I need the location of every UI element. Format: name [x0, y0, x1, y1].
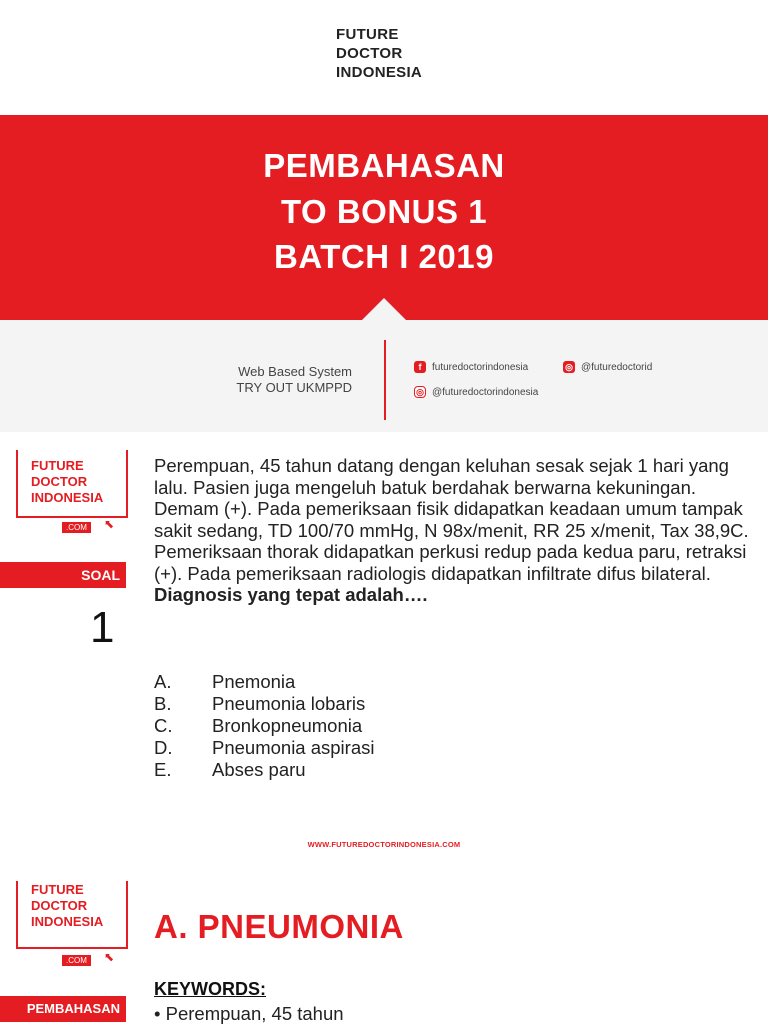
keywords-label: KEYWORDS: — [154, 979, 266, 999]
pembahasan-label: PEMBAHASAN — [26, 1001, 120, 1016]
brand-name: FUTURE DOCTOR INDONESIA — [336, 26, 423, 81]
option-c: C. Bronkopneumonia — [154, 715, 363, 736]
logo-com-badge: .COM — [62, 522, 91, 533]
title-line-1: PEMBAHASAN — [263, 147, 505, 184]
option-d: D. Pneumonia aspirasi — [154, 737, 375, 758]
question-number: 1 — [90, 603, 115, 652]
instagram-link-1[interactable]: ◎ @futuredoctorid — [563, 361, 652, 373]
keyword-item: • Perempuan, 45 tahun — [154, 1003, 344, 1024]
footer-divider — [384, 340, 386, 420]
option-e: E. Abses paru — [154, 759, 306, 780]
answer-title: A. PNEUMONIA — [154, 908, 404, 945]
facebook-link[interactable]: f futuredoctorindonesia — [414, 361, 528, 373]
cursor-icon: ⬉ — [104, 950, 115, 964]
option-b: B. Pneumonia lobaris — [154, 693, 366, 714]
soal-label: SOAL — [81, 567, 120, 583]
system-info: Web Based System TRY OUT UKMPPD — [236, 364, 352, 395]
footer-notch — [362, 298, 406, 320]
logo-text: FUTURE DOCTOR INDONESIA — [31, 882, 104, 929]
website-link[interactable]: WWW.FUTUREDOCTORINDONESIA.COM — [307, 840, 461, 849]
cover-slide — [0, 0, 768, 432]
cursor-icon: ⬉ — [104, 517, 115, 531]
title-line-2: TO BONUS 1 — [280, 193, 488, 230]
instagram-icon: ◎ — [563, 361, 575, 373]
logo-text: FUTURE DOCTOR INDONESIA — [31, 458, 104, 505]
option-a: A. Pnemonia — [154, 671, 296, 692]
instagram-link-2[interactable]: ◎ @futuredoctorindonesia — [414, 386, 538, 398]
title-line-3: BATCH I 2019 — [274, 238, 494, 275]
instagram-icon: ◎ — [414, 386, 426, 398]
question-text: Perempuan, 45 tahun datang dengan keluhan sesak sejak 1 hari yang lalu. Pasien juga mengeluh batuk berdahak berwarna kekuningan. Demam (+). Pada pemeriksaan fisik didapatkan keadaan umum tampak sakit sedang, TD 100/70 mmHg, N 98x/menit, RR 25 x/menit, Tax 38,9C. Pemeriksaan thorak didapatkan perkusi redup pada kedua paru, retraksi (+). Pada pemeriksaan radiologis didapatkan infiltrate difus bilateral. Diagnosis yang tepat adalah…. — [154, 455, 749, 605]
logo-com-badge: .COM — [62, 955, 91, 966]
facebook-icon: f — [414, 361, 426, 373]
